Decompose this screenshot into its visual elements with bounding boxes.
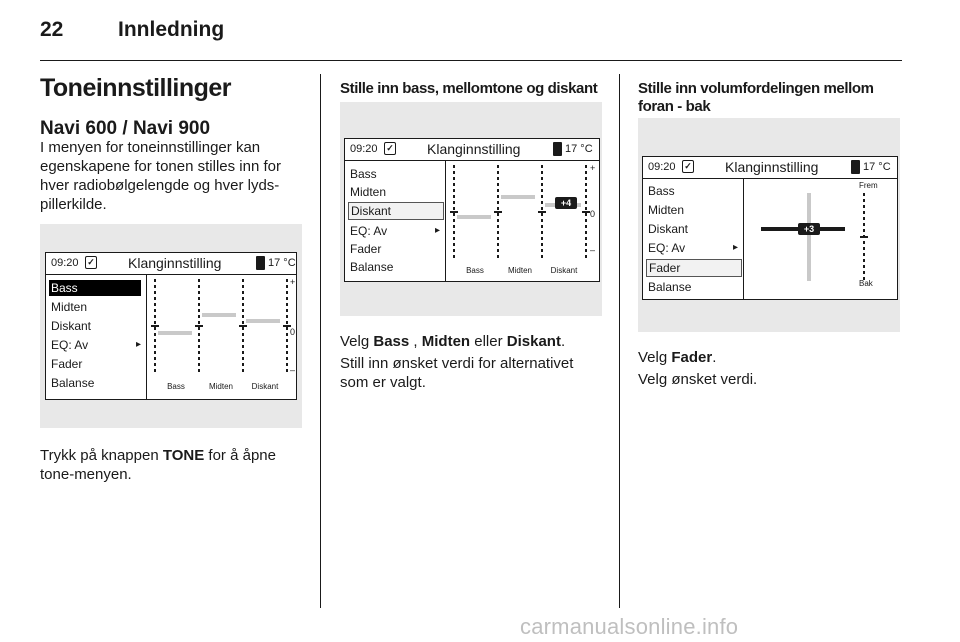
chapter-title: Innledning: [118, 18, 225, 41]
scale-dot: [863, 253, 865, 256]
equalizer-display: [148, 279, 294, 397]
screen-title: Klanginnstilling: [725, 159, 819, 175]
scale-dot: [286, 339, 288, 342]
scale-dot: [242, 291, 244, 294]
scale-dot: [585, 243, 587, 246]
scale-center-tick: [195, 325, 203, 327]
scale-center-tick: [239, 325, 247, 327]
zero-label: 0: [290, 327, 296, 337]
screen-status-bar: [643, 157, 897, 179]
scale-dot: [497, 183, 499, 186]
scale-dot: [497, 225, 499, 228]
scale-dot: [585, 207, 587, 210]
scale-dot: [585, 237, 587, 240]
scale-dot: [863, 247, 865, 250]
eq-label-midten: Midten: [208, 382, 233, 391]
arrow-right-icon: ▸: [733, 242, 739, 253]
scale-center-tick: [494, 211, 502, 213]
zero-label: 0: [590, 209, 596, 219]
scale-dot: [198, 369, 200, 372]
scale-dot: [198, 279, 200, 282]
scale-dot: [286, 303, 288, 306]
menu-item-fader[interactable]: Fader: [646, 259, 742, 277]
scale-dot: [286, 315, 288, 318]
menu-item-diskant[interactable]: Diskant: [648, 222, 689, 236]
fader-back-label: Bak: [859, 279, 873, 288]
temperature: 17 °C: [268, 257, 296, 269]
scale-dot: [585, 183, 587, 186]
check-icon: ✓: [384, 142, 396, 155]
scale-dot: [453, 213, 455, 216]
scale-center-tick: [538, 211, 546, 213]
scale-dot: [286, 351, 288, 354]
bass-level-bar: [457, 215, 491, 219]
diskant-value-badge: +4: [555, 197, 577, 209]
scale-dot: [154, 297, 156, 300]
scale-dot: [585, 201, 587, 204]
scale-dot: [541, 207, 543, 210]
scale-dot: [497, 243, 499, 246]
scale-dot: [541, 165, 543, 168]
scale-dot: [154, 309, 156, 312]
scale-dot: [242, 369, 244, 372]
scale-dot: [541, 249, 543, 252]
scale-dot: [453, 243, 455, 246]
scale-dot: [198, 291, 200, 294]
scale-dot: [497, 171, 499, 174]
scale-dot: [242, 309, 244, 312]
scale-dot: [198, 303, 200, 306]
eq-label-midten: Midten: [507, 266, 532, 275]
phone-icon: [256, 256, 265, 270]
scale-dot: [541, 177, 543, 180]
scale-dot: [497, 207, 499, 210]
page-header: [40, 18, 225, 42]
screen-figure-1: [40, 224, 302, 428]
scale-dot: [286, 327, 288, 330]
scale-dot: [154, 363, 156, 366]
tone-screen-1: [45, 252, 297, 400]
scale-dot: [242, 339, 244, 342]
scale-dot: [286, 363, 288, 366]
scale-dot: [585, 225, 587, 228]
scale-dot: [497, 165, 499, 168]
equalizer-display: [447, 165, 597, 279]
scale-dot: [154, 357, 156, 360]
menu-item-midten[interactable]: Midten: [350, 185, 387, 199]
header-rule: [40, 60, 902, 61]
scale-dot: [453, 207, 455, 210]
diskant-level-bar: [246, 319, 280, 323]
scale-dot: [198, 363, 200, 366]
scale-dot: [453, 231, 455, 234]
midten-level-bar: [501, 195, 535, 199]
scale-dot: [198, 357, 200, 360]
scale-center-tick: [151, 325, 159, 327]
temperature: 17 °C: [863, 161, 891, 173]
menu-item-fader[interactable]: Fader: [51, 357, 83, 371]
menu-item-balanse[interactable]: Balanse: [350, 260, 394, 274]
scale-dot: [286, 279, 288, 282]
scale-dot: [585, 249, 587, 252]
scale-dot: [453, 219, 455, 222]
arrow-right-icon: ▸: [435, 225, 441, 236]
tone-menu: [345, 161, 446, 281]
menu-item-balanse[interactable]: Balanse: [648, 280, 692, 294]
fader-display: [745, 179, 895, 299]
scale-dot: [154, 351, 156, 354]
scale-center-tick: [860, 236, 868, 238]
scale-dot: [242, 333, 244, 336]
scale-dot: [198, 321, 200, 324]
clock: 09:20: [51, 257, 79, 269]
fader-value-badge: +3: [798, 223, 820, 235]
scale-dot: [453, 177, 455, 180]
menu-item-midten[interactable]: Midten: [648, 203, 685, 217]
fader-instruction: Velg Fader. Velg ønsket verdi.: [638, 349, 758, 388]
eq-label-diskant: Diskant: [251, 382, 279, 391]
scale-dot: [863, 265, 865, 268]
scale-dot: [286, 345, 288, 348]
scale-dot: [154, 345, 156, 348]
scale-dot: [497, 237, 499, 240]
scale-dot: [154, 285, 156, 288]
scale-dot: [242, 351, 244, 354]
scale-dot: [198, 333, 200, 336]
scale-dot: [242, 279, 244, 282]
tone-button-instruction: Trykk på knappen TONE for å åpne tone-menyen.: [40, 447, 276, 483]
scale-dot: [541, 219, 543, 222]
scale-dot: [585, 165, 587, 168]
screen-status-bar: [345, 139, 599, 161]
menu-item-balanse[interactable]: Balanse: [51, 376, 95, 390]
scale-dot: [242, 345, 244, 348]
scale-dot: [541, 183, 543, 186]
scale-dot: [453, 237, 455, 240]
menu-item-eq[interactable]: EQ: Av: [648, 241, 686, 255]
scale-dot: [286, 285, 288, 288]
scale-dot: [541, 237, 543, 240]
scale-dot: [453, 195, 455, 198]
scale-dot: [154, 279, 156, 282]
phone-icon: [553, 142, 562, 156]
scale-dot: [497, 213, 499, 216]
intro-text: I menyen for toneinnstillinger kan egenskapene for tonen stilles inn for hver radiobølgelengde og hver lyds- pillerkilde.: [40, 139, 281, 213]
midten-level-bar: [202, 313, 236, 317]
scale-dot: [242, 357, 244, 360]
minus-label: –: [590, 245, 596, 255]
scale-dot: [154, 303, 156, 306]
scale-dot: [154, 333, 156, 336]
eq-label-bass: Bass: [167, 382, 185, 391]
scale-dot: [497, 231, 499, 234]
scale-dot: [585, 255, 587, 258]
scale-dot: [863, 211, 865, 214]
phone-icon: [851, 160, 860, 174]
menu-item-bass[interactable]: Bass: [49, 280, 141, 296]
scale-dot: [286, 297, 288, 300]
eq-label-bass: Bass: [466, 266, 484, 275]
scale-dot: [242, 327, 244, 330]
clock: 09:20: [350, 143, 378, 155]
tone-screen-3: [642, 156, 898, 300]
scale-dot: [453, 171, 455, 174]
screen-figure-3: [638, 118, 900, 332]
scale-dot: [242, 285, 244, 288]
column-divider-2: [619, 74, 620, 608]
screen-title: Klanginnstilling: [128, 255, 222, 271]
scale-dot: [286, 357, 288, 360]
scale-dot: [541, 195, 543, 198]
scale-dot: [286, 369, 288, 372]
menu-item-diskant[interactable]: Diskant: [51, 319, 92, 333]
scale-dot: [198, 351, 200, 354]
scale-dot: [286, 321, 288, 324]
scale-dot: [863, 217, 865, 220]
scale-dot: [453, 183, 455, 186]
column-divider-1: [320, 74, 321, 608]
watermark: carmanualsonline.info: [520, 614, 739, 639]
scale-dot: [497, 255, 499, 258]
scale-dot: [154, 321, 156, 324]
scale-dot: [541, 189, 543, 192]
menu-item-eq[interactable]: EQ: Av: [51, 338, 89, 352]
scale-dot: [154, 339, 156, 342]
scale-dot: [453, 249, 455, 252]
menu-item-eq[interactable]: EQ: Av: [350, 224, 388, 238]
scale-dot: [541, 171, 543, 174]
menu-item-fader[interactable]: Fader: [350, 242, 382, 256]
scale-dot: [541, 255, 543, 258]
scale-dot: [453, 165, 455, 168]
scale-dot: [585, 219, 587, 222]
tone-menu: [643, 179, 744, 299]
bass-level-bar: [158, 331, 192, 335]
scale-dot: [541, 201, 543, 204]
scale-dot: [242, 363, 244, 366]
bass-section-heading: Stille inn bass, mellomtone og diskant: [340, 80, 598, 97]
scale-dot: [863, 199, 865, 202]
scale-dot: [541, 225, 543, 228]
tone-menu: [46, 275, 147, 399]
scale-dot: [286, 333, 288, 336]
fader-vertical-axis: [807, 193, 811, 281]
scale-dot: [541, 213, 543, 216]
scale-dot: [863, 259, 865, 262]
scale-dot: [863, 271, 865, 274]
scale-dot: [198, 345, 200, 348]
scale-dot: [198, 327, 200, 330]
scale-center-tick: [450, 211, 458, 213]
scale-dot: [497, 189, 499, 192]
scale-dot: [497, 195, 499, 198]
scale-dot: [585, 189, 587, 192]
scale-dot: [863, 241, 865, 244]
scale-dot: [863, 205, 865, 208]
scale-dot: [585, 231, 587, 234]
temperature: 17 °C: [565, 143, 593, 155]
scale-dot: [286, 309, 288, 312]
scale-dot: [198, 285, 200, 288]
scale-dot: [453, 201, 455, 204]
scale-dot: [585, 177, 587, 180]
scale-dot: [154, 291, 156, 294]
scale-dot: [154, 327, 156, 330]
section-subtitle: Navi 600 / Navi 900: [40, 118, 211, 139]
scale-dot: [585, 213, 587, 216]
scale-dot: [497, 249, 499, 252]
scale-dot: [497, 219, 499, 222]
tone-screen-2: [344, 138, 600, 282]
menu-item-midten[interactable]: Midten: [51, 300, 88, 314]
fader-section-heading: Stille inn volumfordelingen mellom foran - bak: [638, 80, 874, 115]
bass-instruction: Velg Bass , Midten eller Diskant. Still inn ønsket verdi for alternativet som er valgt.: [340, 333, 574, 391]
scale-dot: [154, 315, 156, 318]
fader-front-label: Frem: [859, 181, 878, 190]
scale-dot: [585, 171, 587, 174]
scale-dot: [863, 193, 865, 196]
scale-dot: [863, 223, 865, 226]
plus-label: +: [590, 163, 596, 173]
scale-dot: [198, 297, 200, 300]
scale-dot: [541, 231, 543, 234]
scale-dot: [541, 243, 543, 246]
minus-label: –: [290, 365, 296, 375]
scale-dot: [198, 315, 200, 318]
check-icon: ✓: [682, 160, 694, 173]
plus-label: +: [290, 277, 296, 287]
clock: 09:20: [648, 161, 676, 173]
scale-dot: [453, 255, 455, 258]
scale-dot: [453, 189, 455, 192]
screen-title: Klanginnstilling: [427, 141, 521, 157]
menu-item-bass[interactable]: Bass: [648, 184, 675, 198]
arrow-right-icon: ▸: [136, 339, 142, 350]
screen-figure-2: [340, 102, 602, 316]
scale-dot: [497, 201, 499, 204]
scale-dot: [198, 309, 200, 312]
screen-status-bar: [46, 253, 296, 275]
scale-dot: [242, 321, 244, 324]
scale-dot: [585, 195, 587, 198]
scale-dot: [154, 369, 156, 372]
scale-dot: [242, 297, 244, 300]
scale-center-tick: [582, 211, 590, 213]
section-title: Toneinnstillinger: [40, 74, 232, 102]
scale-dot: [863, 229, 865, 232]
menu-item-diskant[interactable]: Diskant: [348, 202, 444, 220]
page-number: 22: [40, 18, 64, 41]
scale-dot: [242, 303, 244, 306]
check-icon: ✓: [85, 256, 97, 269]
scale-dot: [286, 291, 288, 294]
menu-item-bass[interactable]: Bass: [350, 167, 377, 181]
scale-dot: [497, 177, 499, 180]
scale-dot: [242, 315, 244, 318]
scale-dot: [198, 339, 200, 342]
eq-label-diskant: Diskant: [550, 266, 578, 275]
scale-dot: [453, 225, 455, 228]
